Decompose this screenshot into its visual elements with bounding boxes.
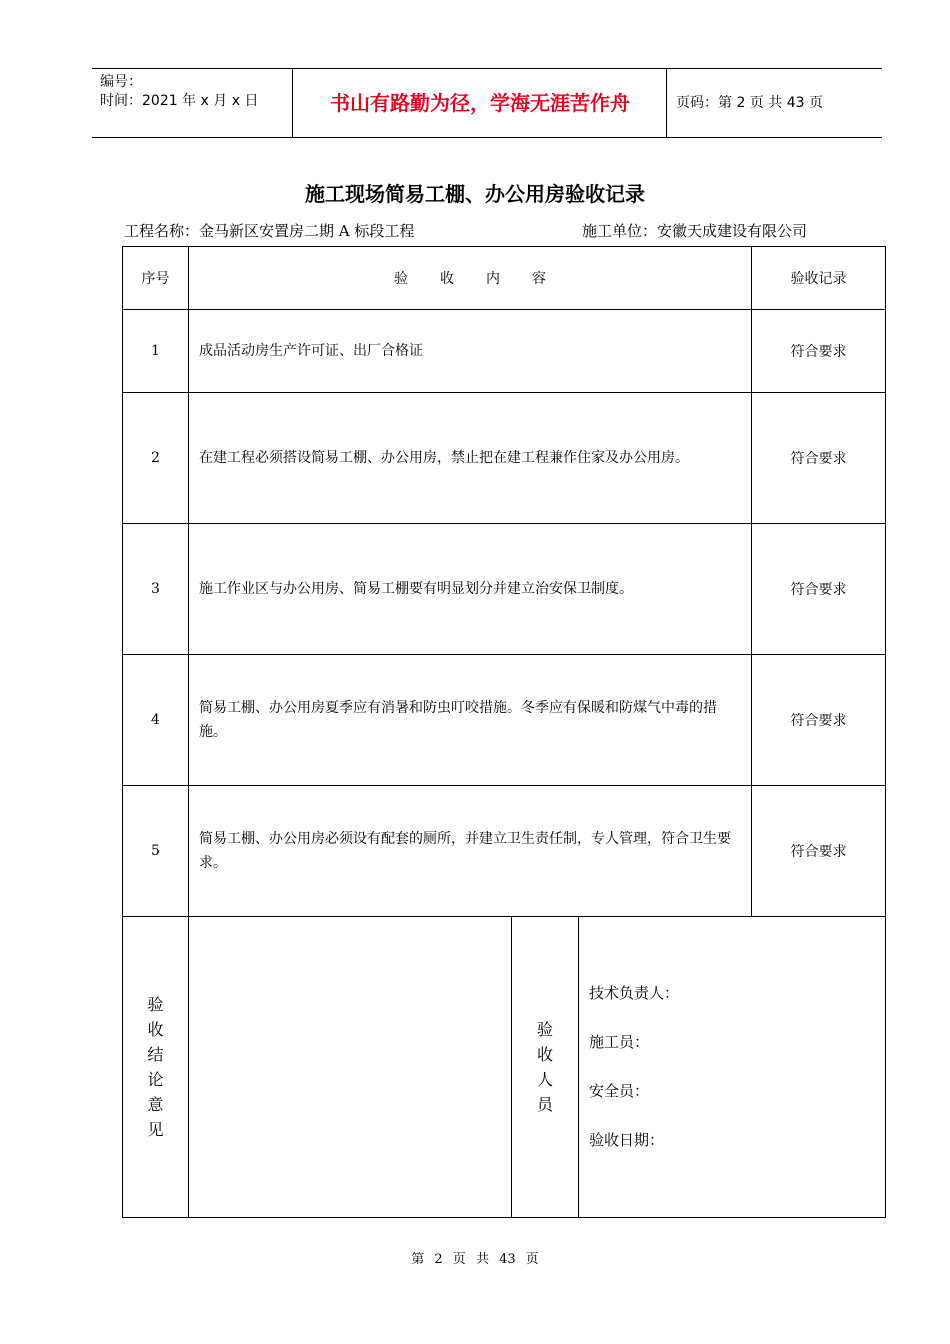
safety-officer-signature[interactable]: 安全员：: [589, 1082, 650, 1100]
row-seq: 1: [123, 310, 189, 393]
page-footer: [0, 1248, 950, 1267]
row-seq: 5: [123, 786, 189, 917]
document-title: 施工现场简易工棚、办公用房验收记录: [305, 182, 645, 206]
row-record: 符合要求: [752, 524, 886, 655]
footer-total-pages: 43: [499, 1252, 516, 1267]
table-row: [123, 524, 886, 655]
row-content: 施工作业区与办公用房、简易工棚要有明显划分并建立治安保卫制度。: [189, 524, 752, 655]
header-seq: 序号: [123, 247, 189, 310]
header-divider: [666, 69, 667, 137]
acceptance-table: [122, 246, 886, 1218]
row-content: 成品活动房生产许可证、出厂合格证: [189, 310, 752, 393]
personnel-label: 验收人员: [537, 1020, 554, 1114]
page-header: [92, 68, 882, 138]
header-divider: [292, 69, 293, 137]
construction-unit: 施工单位：安徽天成建设有限公司: [582, 222, 808, 240]
row-seq: 4: [123, 655, 189, 786]
header-meta: [100, 73, 258, 111]
footer-page-word: 第: [411, 1252, 425, 1267]
row-record: 符合要求: [752, 393, 886, 524]
number-label: 编号：: [100, 74, 142, 90]
table-row: [123, 655, 886, 786]
footer-page-unit: 页: [452, 1252, 466, 1267]
header-record: 验收记录: [752, 247, 886, 310]
row-content: 简易工棚、办公用房夏季应有消暑和防虫叮咬措施。冬季应有保暖和防煤气中毒的措施。: [189, 655, 752, 786]
conclusion-row: [123, 917, 886, 1218]
footer-total-word: 共: [475, 1252, 489, 1267]
footer-page-number: 2: [434, 1252, 443, 1267]
row-record: 符合要求: [752, 786, 886, 917]
row-seq: 3: [123, 524, 189, 655]
signature-block: [579, 917, 886, 1218]
acceptance-date[interactable]: 验收日期：: [589, 1131, 665, 1149]
conclusion-label: 验收结论意见: [147, 995, 164, 1139]
table-row: [123, 310, 886, 393]
constructor-signature[interactable]: 施工员：: [589, 1033, 650, 1051]
table-row: [123, 393, 886, 524]
table-header-row: [123, 247, 886, 310]
header-motto: 书山有路勤为径，学海无涯苦作舟: [330, 91, 630, 115]
row-content: 简易工棚、办公用房必须设有配套的厕所，并建立卫生责任制，专人管理，符合卫生要求。: [189, 786, 752, 917]
row-seq: 2: [123, 393, 189, 524]
personnel-label-cell: [512, 917, 579, 1218]
footer-total-unit: 页: [525, 1252, 539, 1267]
tech-lead-signature[interactable]: 技术负责人：: [589, 984, 680, 1002]
conclusion-text[interactable]: [189, 917, 512, 1218]
time-label: 时间：2021 年 x 月 x 日: [100, 93, 259, 109]
row-content: 在建工程必须搭设简易工棚、办公用房，禁止把在建工程兼作住家及办公用房。: [189, 393, 752, 524]
table-row: [123, 786, 886, 917]
row-record: 符合要求: [752, 655, 886, 786]
header-content: 验收内容: [189, 247, 752, 310]
project-name: 工程名称：金马新区安置房二期 A 标段工程: [124, 222, 415, 240]
row-record: 符合要求: [752, 310, 886, 393]
conclusion-label-cell: [123, 917, 189, 1218]
header-page-info: 页码：第 2 页 共 43 页: [676, 95, 823, 111]
